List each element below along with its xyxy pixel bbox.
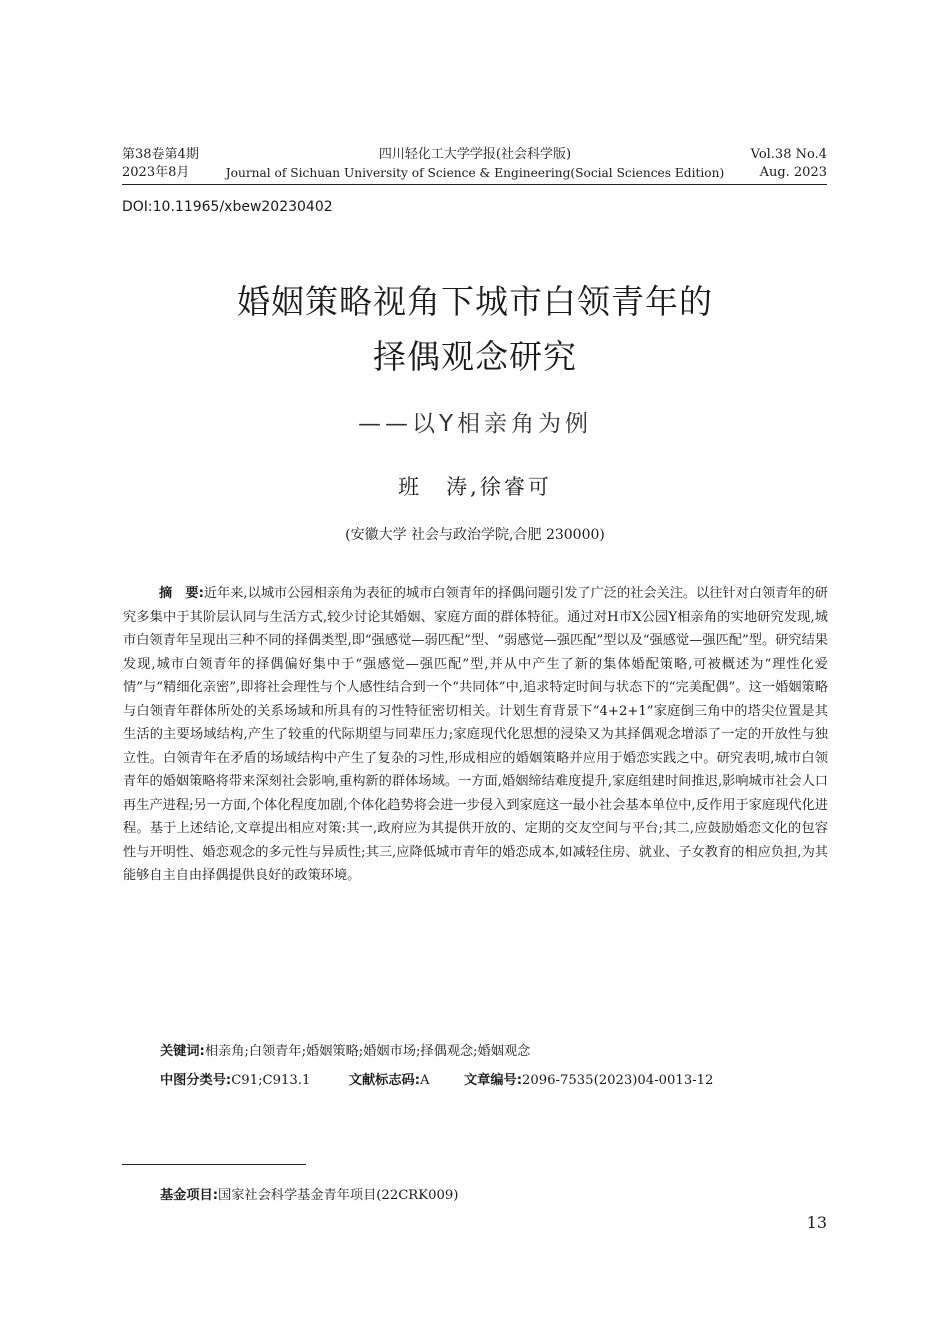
header-journal-cn: 四川轻化工大学学报(社会科学版): [378, 147, 572, 162]
classification-line: [160, 1069, 713, 1092]
clc-value: C91;C913.1: [231, 1073, 311, 1088]
keywords: [160, 1040, 530, 1063]
authors: 班 涛,徐睿可: [398, 475, 552, 499]
header-rule: [122, 184, 827, 185]
header-journal-en: Journal of Sichuan University of Science & Engineering(Social Sciences Edition): [225, 166, 725, 180]
keywords-label: 关键词:: [160, 1044, 205, 1059]
keywords-text: 相亲角;白领青年;婚姻策略;婚姻市场;择偶观念;婚姻观念: [204, 1044, 531, 1059]
doc-code-value: A: [420, 1073, 430, 1088]
abstract: [123, 582, 828, 888]
title-line-2: 择偶观念研究: [373, 337, 577, 376]
subtitle: ——以Y相亲角为例: [357, 411, 593, 437]
header-volume-issue: 第38卷第4期: [122, 147, 199, 162]
doc-code-label: 文献标志码:: [348, 1073, 421, 1088]
abstract-text: 近年来,以城市公园相亲角为表征的城市白领青年的择偶问题引发了广泛的社会关注。以往针对白领青年的研究多集中于其阶层认同与生活方式,较少讨论其婚姻、家庭方面的群体特征。通过对H市X公园Y相亲角的实地研究发现,城市白领青年呈现出三种不同的择偶类型,即“强感觉—弱匹配”型、“弱感觉—强匹配”型以及“强感觉—强匹配”型。研究结果发现,城市白领青年的择偶偏好集中于“强感觉—强匹配”型,并从中产生了新的集体婚配策略,可被概述为“理性化爱情”与“精细化亲密”,即将社会理性与个人感性结合到一个“共同体”中,追求特定时间与状态下的“完美配偶”。这一婚姻策略与白领青年群体所处的关系场域和所具有的习性特征密切相关。计划生育背景下“4+2+1”家庭倒三角中的塔尖位置是其生活的主要场域结构,产生了较重的代际期望与同辈压力;家庭现代化思想的浸染又为其择偶观念增添了一定的开放性与独立性。白领青年在矛盾的场域结构中产生了复杂的习性,形成相应的婚姻策略并应用于婚恋实践之中。研究表明,城市白领青年的婚姻策略将带来深刻社会影响,重构新的群体场域。一方面,婚姻缔结难度提升,家庭组建时间推迟,影响城市社会人口再生产进程;另一方面,个体化程度加剧,个体化趋势将会进一步侵入到家庭这一最小社会基本单位中,反作用于家庭现代化进程。基于上述结论,文章提出相应对策:其一,政府应为其提供开放的、定期的交友空间与平台;其二,应鼓励婚恋文化的包容性与开明性、婚恋观念的多元性与异质性;其三,应降低城市青年的婚恋成本,如减轻住房、就业、子女教育的相应负担,为其能够自主自由择偶提供良好的政策环境。: [123, 586, 828, 883]
header-date: 2023年8月: [122, 165, 190, 180]
abstract-label: 摘 要:: [159, 586, 204, 601]
fund-note: [160, 1184, 458, 1203]
affiliation: (安徽大学 社会与政治学院,合肥 230000): [345, 527, 605, 543]
article-no-label: 文章编号:: [463, 1073, 522, 1088]
header-vol-no: Vol.38 No.4: [750, 147, 827, 162]
page-number: 13: [806, 1213, 827, 1232]
clc-label: 中图分类号:: [160, 1073, 232, 1088]
doi: DOI:10.11965/xbew20230402: [122, 199, 333, 215]
fund-text: 国家社会科学基金青年项目(22CRK009): [218, 1188, 459, 1203]
fund-label: 基金项目:: [160, 1188, 219, 1203]
article-no-value: 2096-7535(2023)04-0013-12: [521, 1073, 714, 1088]
header-month-year: Aug. 2023: [759, 165, 827, 180]
footnote-rule: [122, 1164, 306, 1165]
title-line-1: 婚姻策略视角下城市白领青年的: [237, 282, 713, 321]
